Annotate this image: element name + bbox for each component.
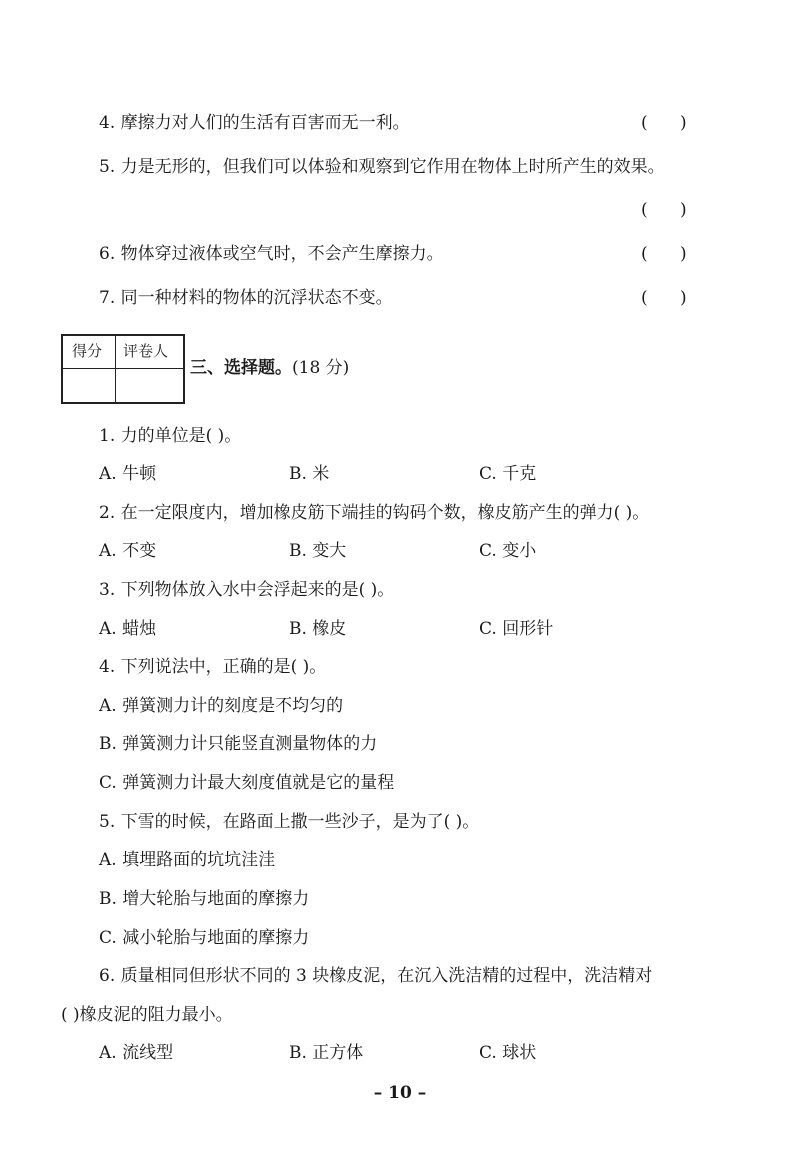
section-points: (18 分) — [292, 358, 350, 378]
q6-option-b[interactable]: B. 正方体 — [289, 1043, 364, 1063]
q3-option-b[interactable]: B. 橡皮 — [289, 619, 347, 639]
q1-option-b[interactable]: B. 米 — [289, 464, 330, 484]
grader-label: 评卷人 — [123, 342, 169, 360]
q2-option-a[interactable]: A. 不变 — [99, 541, 157, 561]
q4-option-a[interactable]: A. 弹簧测力计的刻度是不均匀的 — [99, 696, 344, 716]
answer-paren-4[interactable]: ( ) — [641, 113, 687, 133]
q2-option-b[interactable]: B. 变大 — [289, 541, 347, 561]
q4-option-b[interactable]: B. 弹簧测力计只能竖直测量物体的力 — [99, 734, 378, 754]
answer-paren-6[interactable]: ( ) — [641, 244, 687, 264]
question-6-stem-continued: ( )橡皮泥的阻力最小。 — [61, 1005, 233, 1025]
page-number: – 10 – — [373, 1083, 427, 1103]
q1-option-c[interactable]: C. 千克 — [479, 464, 537, 484]
section-title — [190, 356, 349, 380]
question-3-stem: 3. 下列物体放入水中会浮起来的是( )。 — [99, 580, 395, 600]
judgment-item-6: 6. 物体穿过液体或空气时，不会产生摩擦力。 — [99, 244, 444, 264]
judgment-item-4: 4. 摩擦力对人们的生活有百害而无一利。 — [99, 113, 410, 133]
q3-option-a[interactable]: A. 蜡烛 — [99, 619, 157, 639]
q6-option-a[interactable]: A. 流线型 — [99, 1043, 174, 1063]
question-1-stem: 1. 力的单位是( )。 — [99, 426, 242, 446]
score-box-column-divider — [115, 336, 116, 402]
answer-paren-7[interactable]: ( ) — [641, 288, 687, 308]
answer-paren-5[interactable]: ( ) — [641, 200, 687, 220]
q3-option-c[interactable]: C. 回形针 — [479, 619, 554, 639]
score-label: 得分 — [72, 342, 103, 360]
question-5-stem: 5. 下雪的时候，在路面上撒一些沙子，是为了( )。 — [99, 812, 480, 832]
question-6-stem: 6. 质量相同但形状不同的 3 块橡皮泥，在沉入洗洁精的过程中，洗洁精对 — [99, 966, 653, 986]
q2-option-c[interactable]: C. 变小 — [479, 541, 537, 561]
score-field[interactable] — [63, 369, 115, 404]
section-title-text: 三、选择题。 — [190, 358, 292, 378]
question-2-stem: 2. 在一定限度内，增加橡皮筋下端挂的钩码个数，橡皮筋产生的弹力( )。 — [99, 503, 650, 523]
judgment-item-5: 5. 力是无形的，但我们可以体验和观察到它作用在物体上时所产生的效果。 — [99, 157, 665, 177]
grader-field[interactable] — [117, 369, 183, 404]
q5-option-b[interactable]: B. 增大轮胎与地面的摩擦力 — [99, 889, 310, 909]
q6-option-c[interactable]: C. 球状 — [479, 1043, 537, 1063]
judgment-item-7: 7. 同一种材料的物体的沉浮状态不变。 — [99, 288, 393, 308]
score-box — [61, 334, 185, 404]
q5-option-a[interactable]: A. 填埋路面的坑坑洼洼 — [99, 850, 276, 870]
q5-option-c[interactable]: C. 减小轮胎与地面的摩擦力 — [99, 928, 310, 948]
q4-option-c[interactable]: C. 弹簧测力计最大刻度值就是它的量程 — [99, 773, 395, 793]
question-4-stem: 4. 下列说法中，正确的是( )。 — [99, 657, 327, 677]
q1-option-a[interactable]: A. 牛顿 — [99, 464, 157, 484]
